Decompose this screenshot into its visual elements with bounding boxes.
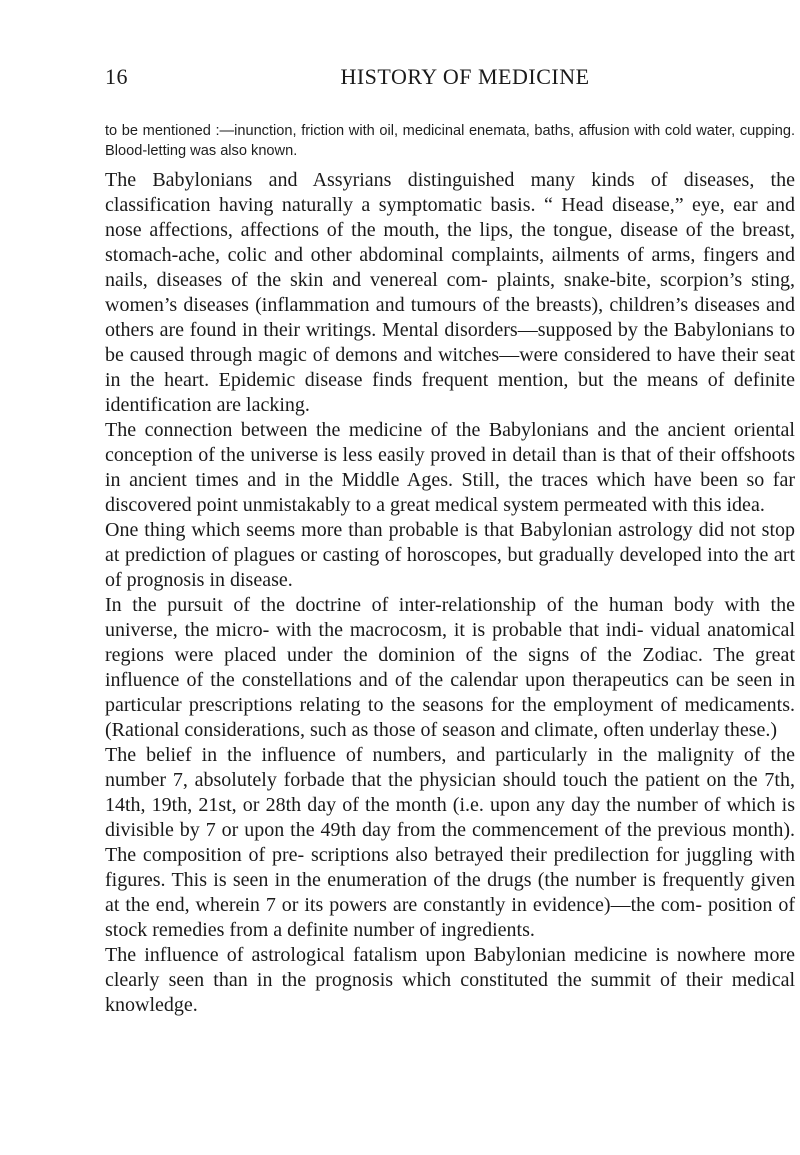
paragraph: In the pursuit of the doctrine of inter-relationship of the human body with the universe, the micro- with the macrocosm, it is probable that indi- vidual anatomical regions were placed under the dominion of the signs of the Zodiac. The great influence of the constellations and of the calendar upon therapeutics can be seen in particular prescriptions relating to the seasons for the employment of medicaments. (Rational considerations, such as those of season and climate, often underlay these.): [105, 594, 795, 741]
paragraph: One thing which seems more than probable is that Babylonian astrology did not stop at prediction of plagues or casting of horoscopes, but gradually developed into the art of prognosis in disease.: [105, 519, 795, 591]
paragraph: The belief in the influence of numbers, and particularly in the malignity of the number 7, absolutely forbade that the physician should touch the patient on the 7th, 14th, 19th, 21st, or 28th day of the month (i.e. upon any day the number of which is divisible by 7 or upon the 49th day from the commencement of the previous month). The composition of pre- scriptions also betrayed their predilection for juggling with figures. This is seen in the enumeration of the drugs (the number is frequently given at the end, wherein 7 or its powers are constantly in evidence)—the com- position of stock remedies from a definite number of ingredients.: [105, 744, 795, 941]
continued-text: to be mentioned :—inunction, friction with oil, medicinal enemata, baths, affusion with cold water, cupping. Blood-letting was also known.: [105, 123, 795, 159]
page-number: 16: [105, 64, 128, 89]
body-text: [105, 168, 795, 1018]
paragraph: The influence of astrological fatalism upon Babylonian medicine is nowhere more clearly seen than in the prognosis which constituted the summit of their medical knowledge.: [105, 944, 795, 1016]
running-title: HISTORY OF MEDICINE: [340, 64, 590, 89]
paragraph: The Babylonians and Assyrians distinguished many kinds of diseases, the classification having naturally a symptomatic basis. “ Head disease,” eye, ear and nose affections, affections of the mouth, the lips, the tongue, disease of the breast, stomach-ache, colic and other abdominal complaints, ailments of arms, fingers and nails, diseases of the skin and venereal com- plaints, snake-bite, scorpion’s sting, women’s diseases (inflammation and tumours of the breasts), children’s diseases and others are found in their writings. Mental disorders—supposed by the Babylonians to be caused through magic of demons and witches—were considered to have their seat in the heart. Epidemic disease finds frequent mention, but the means of definite identification are lacking.: [105, 169, 795, 416]
paragraph: The connection between the medicine of the Babylonians and the ancient oriental conception of the universe is less easily proved in detail than is that of their offshoots in ancient times and in the Middle Ages. Still, the traces which have been so far discovered point unmistakably to a great medical system permeated with this idea.: [105, 419, 795, 516]
running-head: [105, 64, 795, 94]
